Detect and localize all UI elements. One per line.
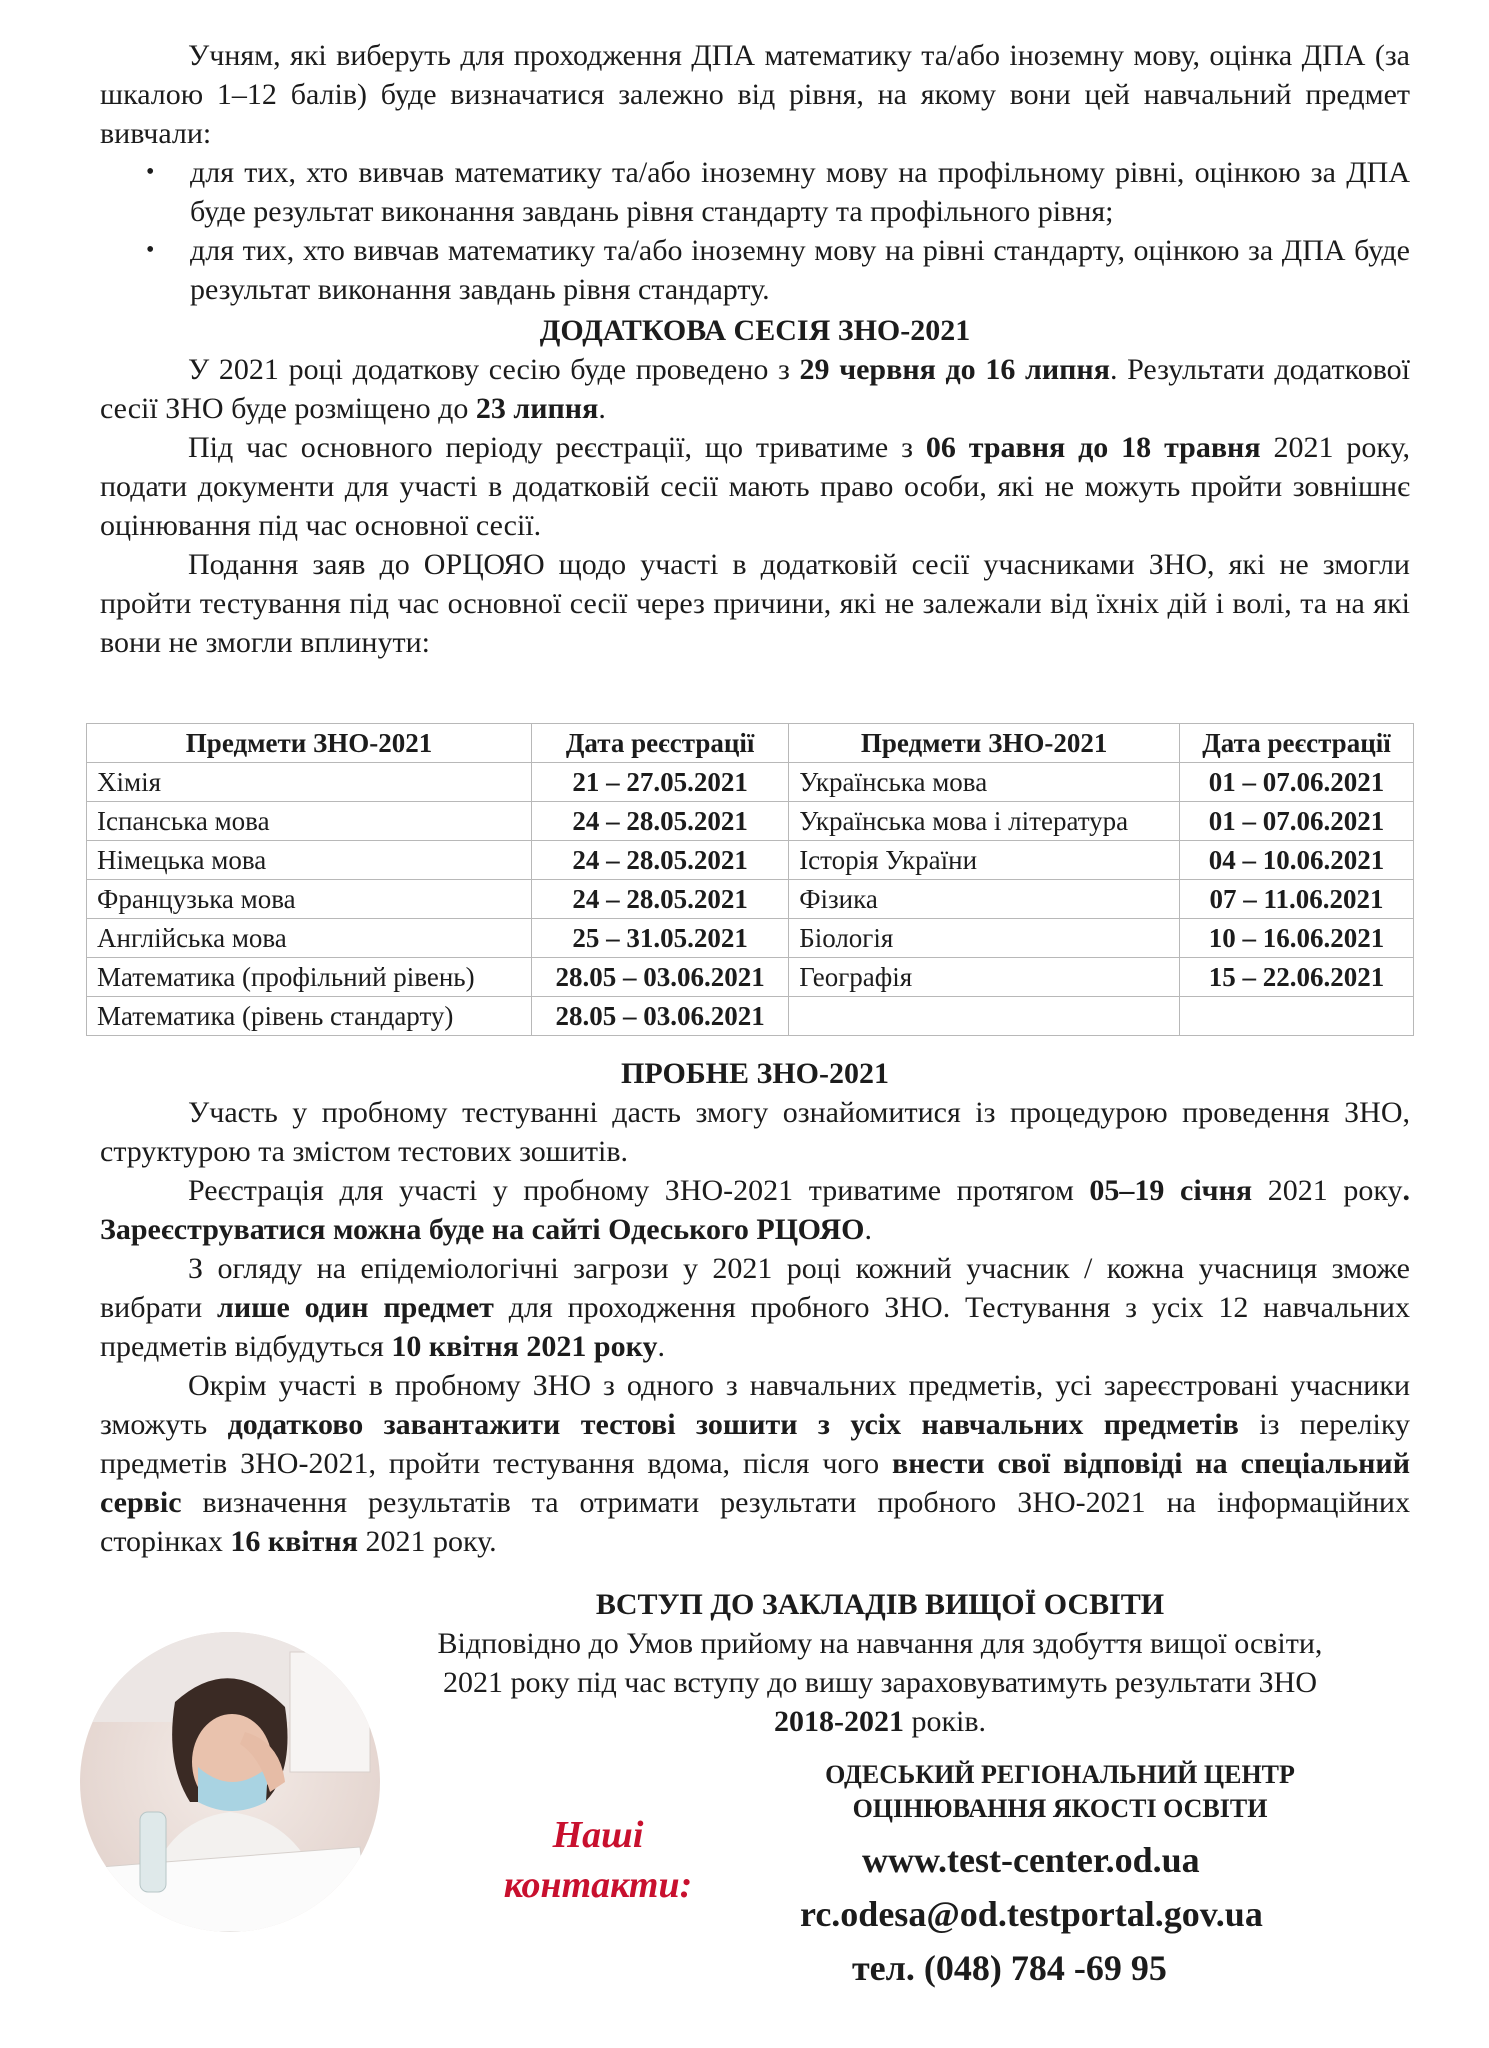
text-span: У 2021 році додаткову сесію буде проведено з: [188, 353, 800, 386]
subject-cell: Англійська мова: [87, 919, 532, 958]
date-cell: 01 – 07.06.2021: [1179, 763, 1413, 802]
text-span: 2021 року: [1252, 1174, 1403, 1207]
admission-line-3: [350, 1702, 1410, 1741]
subject-cell: [789, 997, 1180, 1036]
table-row: [87, 958, 1414, 997]
date-cell: 28.05 – 03.06.2021: [532, 958, 789, 997]
text-span: .: [864, 1213, 872, 1246]
phone-number: тел. (048) 784 -69 95: [852, 1948, 1167, 1988]
contacts-heading-line-2: контакти:: [503, 1864, 693, 1906]
date-cell: 07 – 11.06.2021: [1179, 880, 1413, 919]
list-item: [100, 231, 1410, 309]
contacts-heading: [498, 1810, 698, 1910]
date-cell: 24 – 28.05.2021: [532, 841, 789, 880]
trial-paragraph-1: Участь у пробному тестуванні дасть змогу ознайомитися із процедурою проведення ЗНО, структурою та змістом тестових зошитів.: [100, 1096, 1410, 1168]
contacts-heading-line-1: Наші: [552, 1814, 644, 1856]
subject-cell: Математика (профільний рівень): [87, 958, 532, 997]
column-header: Предмети ЗНО-2021: [789, 724, 1180, 763]
text-span: . Зареєструватися можна буде: [100, 1174, 1410, 1246]
submit-answers-note: внести свої відповіді на спеціальний сервіс: [100, 1447, 1410, 1519]
date-cell: 10 – 16.06.2021: [1179, 919, 1413, 958]
additional-session-paragraph-2: [100, 428, 1410, 545]
trial-test-date: 10 квітня 2021 року: [391, 1330, 658, 1363]
download-note: додатково завантажити тестові зошити з усіх навчальних предметів: [227, 1408, 1239, 1441]
text-span: Реєстрація для участі у пробному ЗНО-2021 триватиме протягом: [188, 1174, 1090, 1207]
bullet-icon: •: [146, 159, 155, 185]
trial-paragraph-3: [100, 1249, 1410, 1366]
date-cell: 25 – 31.05.2021: [532, 919, 789, 958]
date-cell: 24 – 28.05.2021: [532, 880, 789, 919]
text-span: .: [657, 1330, 665, 1363]
table-row: [87, 880, 1414, 919]
additional-session-title: ДОДАТКОВА СЕСІЯ ЗНО-2021: [539, 314, 971, 347]
subject-cell: Німецька мова: [87, 841, 532, 880]
trial-title: ПРОБНЕ ЗНО-2021: [621, 1057, 889, 1090]
list-item: [100, 153, 1410, 231]
text-span: визначення результатів та отримати результати пробного ЗНО-2021 на інформаційних сторінках: [100, 1486, 1410, 1558]
column-header: Дата реєстрації: [532, 724, 789, 763]
text-span: . Результати додаткової сесії ЗНО буде розміщено до: [100, 353, 1410, 425]
table-row: [87, 841, 1414, 880]
subject-cell: Французька мова: [87, 880, 532, 919]
intro-paragraph: Учням, які виберуть для проходження ДПА математику та/або іноземну мову, оцінка ДПА (за шкалою 1–12 балів) буде визначатися залежно від рівня, на якому вони цей навчальний предмет вивчали:: [100, 39, 1410, 150]
organization-name: [760, 1758, 1360, 1826]
text-span: З огляду на епідеміологічні загрози у 2021 році кожний учасник / кожна учасниця зможе вибрати: [100, 1252, 1410, 1324]
admission-years: 2018-2021: [773, 1705, 904, 1738]
date-cell: 01 – 07.06.2021: [1179, 802, 1413, 841]
student-photo: [80, 1632, 380, 1932]
trial-registration-dates: 05–19 січня: [1089, 1174, 1253, 1207]
website-link[interactable]: www.test-center.od.ua: [862, 1840, 1200, 1880]
text-span: із переліку предметів ЗНО-2021, пройти тестування вдома, після чого: [100, 1408, 1410, 1480]
trial-section: [100, 1052, 1410, 1561]
additional-session-paragraph-1: [100, 350, 1410, 428]
dpa-bullet-list: [100, 153, 1410, 309]
subject-cell: Хімія: [87, 763, 532, 802]
bullet-text: для тих, хто вивчав математику та/або іноземну мову на рівні стандарту, оцінкою за ДПА буде результат виконання завдань рівня стандарту.: [190, 234, 1410, 306]
subject-cell: Фізика: [789, 880, 1180, 919]
subject-cell: Іспанська мова: [87, 802, 532, 841]
text-span: Під час основного періоду реєстрації, що триватиме з: [188, 431, 926, 464]
text-span: .: [598, 392, 606, 425]
column-header: Предмети ЗНО-2021: [87, 724, 532, 763]
date-cell: [1179, 997, 1413, 1036]
table-row: [87, 919, 1414, 958]
organization-name-line-2: ОЦІНЮВАННЯ ЯКОСТІ ОСВІТИ: [852, 1794, 1268, 1823]
trial-site-reference: на сайті Одеського РЦОЯО: [491, 1213, 865, 1246]
subject-cell: Математика (рівень стандарту): [87, 997, 532, 1036]
admission-section: [350, 1585, 1410, 1741]
subject-cell: Українська мова і література: [789, 802, 1180, 841]
text-span: років.: [903, 1705, 987, 1738]
column-header: Дата реєстрації: [1179, 724, 1413, 763]
trial-paragraph-2: [100, 1171, 1410, 1249]
table-row: [87, 802, 1414, 841]
session-dates: 29 червня до 16 липня: [799, 353, 1110, 386]
one-subject-note: лише один предмет: [217, 1291, 494, 1324]
registration-dates: 06 травня до 18 травня: [925, 431, 1261, 464]
table-row: [87, 763, 1414, 802]
admission-line-2: 2021 року під час вступу до вишу зараховуватимуть результати ЗНО: [442, 1666, 1318, 1699]
additional-session-paragraph-3: Подання заяв до ОРЦОЯО щодо участі в додатковій сесії учасниками ЗНО, які не змогли пройти тестування під час основної сесії через причини, які не залежали від їхніх дій і волі, та на які вони не змогли вплинути:: [100, 548, 1410, 659]
text-span: Окрім участі в пробному ЗНО з одного з навчальних предметів, усі зареєстровані учасники зможуть: [100, 1369, 1410, 1441]
text-span: для проходження пробного ЗНО. Тестування з усіх 12 навчальних предметів відбудуться: [100, 1291, 1410, 1363]
organization-name-line-1: ОДЕСЬКИЙ РЕГІОНАЛЬНИЙ ЦЕНТР: [825, 1760, 1295, 1789]
date-cell: 15 – 22.06.2021: [1179, 958, 1413, 997]
admission-line-1: Відповідно до Умов прийому на навчання для здобуття вищої освіти,: [437, 1627, 1323, 1660]
bullet-icon: •: [146, 237, 155, 263]
subject-cell: Біологія: [789, 919, 1180, 958]
table-row: [87, 997, 1414, 1036]
text-span: 2021 року, подати документи для участі в додатковій сесії мають право особи, які не можуть пройти зовнішнє оцінювання під час основної сесії.: [100, 431, 1410, 542]
subject-cell: Історія України: [789, 841, 1180, 880]
admission-title: ВСТУП ДО ЗАКЛАДІВ ВИЩОЇ ОСВІТИ: [595, 1588, 1165, 1621]
text-span: 2021 року.: [357, 1525, 497, 1558]
date-cell: 24 – 28.05.2021: [532, 802, 789, 841]
date-cell: 04 – 10.06.2021: [1179, 841, 1413, 880]
date-cell: 28.05 – 03.06.2021: [532, 997, 789, 1036]
table-header-row: [87, 724, 1414, 763]
subject-cell: Географія: [789, 958, 1180, 997]
bullet-text: для тих, хто вивчав математику та/або іноземну мову на профільному рівні, оцінкою за ДПА буде результат виконання завдань рівня стандарту та профільного рівня;: [190, 156, 1410, 228]
student-photo-illustration: [80, 1632, 380, 1932]
results-date: 16 квітня: [230, 1525, 358, 1558]
registration-table: [86, 723, 1414, 1036]
subject-cell: Українська мова: [789, 763, 1180, 802]
email-link[interactable]: rc.odesa@od.testportal.gov.ua: [800, 1894, 1263, 1934]
intro-section: [100, 36, 1410, 662]
trial-paragraph-4: [100, 1366, 1410, 1561]
date-cell: 21 – 27.05.2021: [532, 763, 789, 802]
results-date: 23 липня: [475, 392, 599, 425]
